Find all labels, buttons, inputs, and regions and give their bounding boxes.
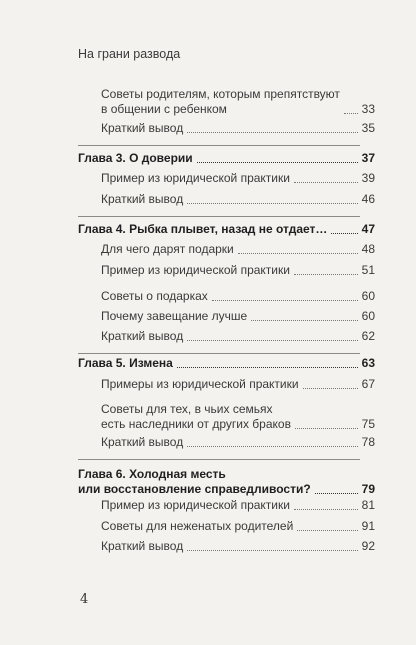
toc-entry-page: 48 [361, 242, 375, 256]
toc-entry[interactable] [101, 329, 375, 344]
toc-chapter-page: 47 [361, 222, 375, 236]
toc-entry-page: 39 [361, 171, 375, 185]
toc-entry[interactable] [101, 498, 375, 513]
toc-entry-title: Краткий вывод [101, 435, 184, 449]
toc-chapter-page: 37 [361, 151, 375, 165]
section-divider [78, 459, 360, 460]
dot-leader [295, 428, 358, 429]
toc-entry-title: Краткий вывод [101, 539, 184, 553]
toc-chapter-page: 63 [361, 356, 375, 370]
toc-entry-title: Советы для неженатых родителей [101, 519, 294, 533]
toc-entry[interactable] [101, 539, 375, 554]
toc-chapter[interactable] [78, 222, 375, 237]
toc-entry[interactable] [101, 519, 375, 534]
toc-entry-title: Советы родителям, которым препятствуют в общении с ребенком [101, 87, 340, 116]
toc-entry-title: Советы о подарках [101, 289, 208, 303]
toc-chapter-page: 79 [361, 482, 375, 496]
toc-entry-title: Примеры из юридической практики [101, 377, 299, 391]
running-head: На грани развода [78, 47, 181, 61]
toc-entry-page: 67 [361, 377, 375, 391]
toc-entry[interactable] [101, 192, 375, 207]
toc-entry[interactable] [101, 289, 375, 304]
toc-entry-page: 81 [361, 498, 375, 512]
toc-entry[interactable] [101, 171, 375, 186]
toc-chapter-title: Глава 3. О доверии [78, 151, 193, 165]
toc-entry-title: Почему завещание лучше [101, 309, 248, 323]
toc-chapter[interactable] [78, 467, 375, 497]
toc-entry[interactable] [101, 242, 375, 257]
toc-entry-page: 92 [361, 539, 375, 553]
toc-entry-title: Краткий вывод [101, 329, 184, 343]
dot-leader [187, 132, 358, 133]
dot-leader [297, 530, 358, 531]
toc-entry-page: 51 [361, 263, 375, 277]
page-number: 4 [80, 592, 89, 607]
dot-leader [344, 113, 358, 114]
toc-entry-page: 33 [361, 102, 375, 116]
dot-leader [187, 550, 358, 551]
dot-leader [187, 446, 358, 447]
toc-chapter-title: Глава 5. Измена [78, 356, 173, 370]
toc-entry-page: 60 [361, 309, 375, 323]
toc-entry-page: 75 [361, 417, 375, 431]
dot-leader [238, 253, 358, 254]
dot-leader [187, 340, 358, 341]
toc-entry-title: Советы для тех, в чьих семьях есть наследники от других браков [101, 402, 291, 431]
toc-entry[interactable] [101, 402, 375, 432]
dot-leader [294, 274, 358, 275]
section-divider [78, 145, 360, 146]
toc-entry-page: 60 [361, 289, 375, 303]
toc-entry[interactable] [101, 87, 375, 117]
toc-entry[interactable] [101, 377, 375, 392]
toc-chapter[interactable] [78, 151, 375, 166]
dot-leader [251, 320, 358, 321]
dot-leader [177, 367, 358, 368]
dot-leader [294, 182, 358, 183]
toc-entry[interactable] [101, 309, 375, 324]
toc-chapter-title: Глава 6. Холодная месть или восстановление справедливости? [78, 467, 311, 496]
toc-entry-page: 78 [361, 435, 375, 449]
dot-leader [187, 203, 358, 204]
dot-leader [294, 509, 358, 510]
section-divider [78, 216, 360, 217]
toc-entry-page: 35 [361, 121, 375, 135]
dot-leader [197, 162, 358, 163]
toc-entry[interactable] [101, 435, 375, 450]
toc-chapter-title: Глава 4. Рыбка плывет, назад не отдает… [78, 222, 328, 236]
toc-entry-title: Пример из юридической практики [101, 498, 290, 512]
toc-entry-page: 46 [361, 192, 375, 206]
toc-entry-title: Краткий вывод [101, 192, 184, 206]
toc-entry-page: 91 [361, 519, 375, 533]
toc-entry[interactable] [101, 121, 375, 136]
toc-chapter[interactable] [78, 356, 375, 371]
toc-entry-title: Краткий вывод [101, 121, 184, 135]
dot-leader [331, 233, 358, 234]
section-divider [78, 353, 360, 354]
toc-entry-title: Для чего дарят подарки [101, 242, 234, 256]
toc-entry-title: Пример из юридической практики [101, 171, 290, 185]
toc-entry[interactable] [101, 263, 375, 278]
dot-leader [315, 493, 358, 494]
dot-leader [303, 388, 358, 389]
dot-leader [212, 300, 358, 301]
toc-entry-page: 62 [361, 329, 375, 343]
toc-entry-title: Пример из юридической практики [101, 263, 290, 277]
